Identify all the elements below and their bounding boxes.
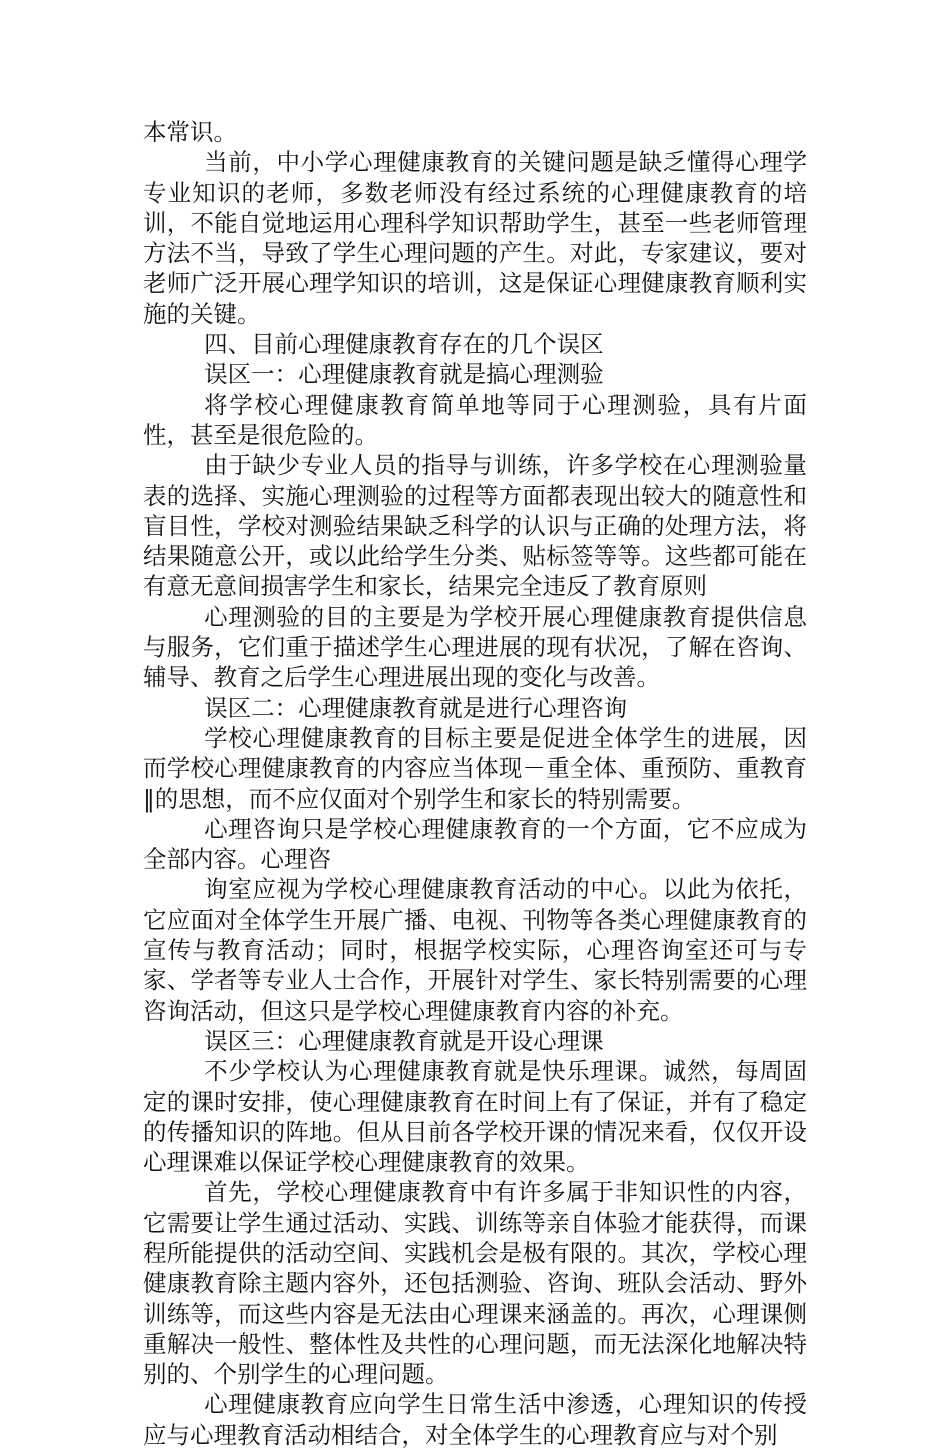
misconception-three-heading: 误区三：心理健康教育就是开设心理课: [204, 1026, 604, 1055]
misconception-two-heading: 误区二：心理健康教育就是进行心理咨询: [204, 693, 628, 722]
paragraph-continuation: 本常识。: [143, 118, 237, 146]
paragraph-counseling-room: 询室应视为学校心理健康教育活动的中心。以此为依托，它应面对全体学生开展广播、电视、刊物等各类心理健康教育的宣传与教育活动；同时，根据学校实际，心理咨询室还可与专家、学者等专业人士合作，开展针对学生、家长特别需要的心理咨询活动，但这只是学校心理健康教育内容的补充。: [143, 875, 807, 1025]
misconception-one-heading: 误区一：心理健康教育就是搞心理测验: [204, 360, 604, 389]
paragraph-firstly: 首先，学校心理健康教育中有许多属于非知识性的内容，它需要让学生通过活动、实践、训练等亲自体验才能获得，而课程所能提供的活动空间、实践机会是极有限的。其次，学校心理健康教育除主题内容外，还包括测验、咨询、班队会活动、野外训练等，而这些内容是无法由心理课来涵盖的。再次，心理课侧重解决一般性、整体性及共性的心理问题，而无法深化地解决特别的、个别学生的心理问题。: [143, 1178, 807, 1389]
paragraph-key-problem: 当前，中小学心理健康教育的关键问题是缺乏懂得心理学专业知识的老师，多数老师没有经过系统的心理健康教育的培训，不能自觉地运用心理科学知识帮助学生，甚至一些老师管理方法不当，导致了学生心理问题的产生。对此，专家建议，要对老师广泛开展心理学知识的培训，这是保证心理健康教育顺利实施的关键。: [143, 148, 807, 328]
paragraph-test-purpose: 心理测验的目的主要是为学校开展心理健康教育提供信息与服务，它们重于描述学生心理进展的现有状况，了解在咨询、辅导、教育之后学生心理进展出现的变化与改善。: [143, 602, 807, 692]
paragraph-counseling-part: 心理咨询只是学校心理健康教育的一个方面，它不应成为全部内容。心理咨: [143, 814, 807, 874]
section-heading-misconceptions: 四、目前心理健康教育存在的几个误区: [204, 330, 604, 359]
paragraph-lack-training: 由于缺少专业人员的指导与训练，许多学校在心理测验量表的选择、实施心理测验的过程等方面都表现出较大的随意性和盲目性，学校对测验结果缺乏科学的认识与正确的处理方法，将结果随意公开，或以此给学生分类、贴标签等等。这些都可能在有意无意间损害学生和家长，结果完全违反了教育原则: [143, 451, 807, 601]
paragraph-school-goal: 学校心理健康教育的目标主要是促进全体学生的进展，因而学校心理健康教育的内容应当体现－重全体、重预防、重教育‖的思想，而不应仅面对个别学生和家长的特别需要。: [143, 723, 807, 813]
paragraph-psychology-class: 不少学校认为心理健康教育就是快乐理课。诚然，每周固定的课时安排，使心理健康教育在时间上有了保证，并有了稳定的传播知识的阵地。但从目前各学校开课的情况来看，仅仅开设心理课难以保证学校心理健康教育的效果。: [143, 1057, 807, 1177]
paragraph-daily-life: 心理健康教育应向学生日常生活中渗透，心理知识的传授应与心理教育活动相结合，对全体学生的心理教育应与对个别: [143, 1390, 807, 1449]
paragraph-test-equals: 将学校心理健康教育简单地等同于心理测验，具有片面性，甚至是很危险的。: [143, 390, 807, 449]
document-page: [143, 117, 807, 1450]
